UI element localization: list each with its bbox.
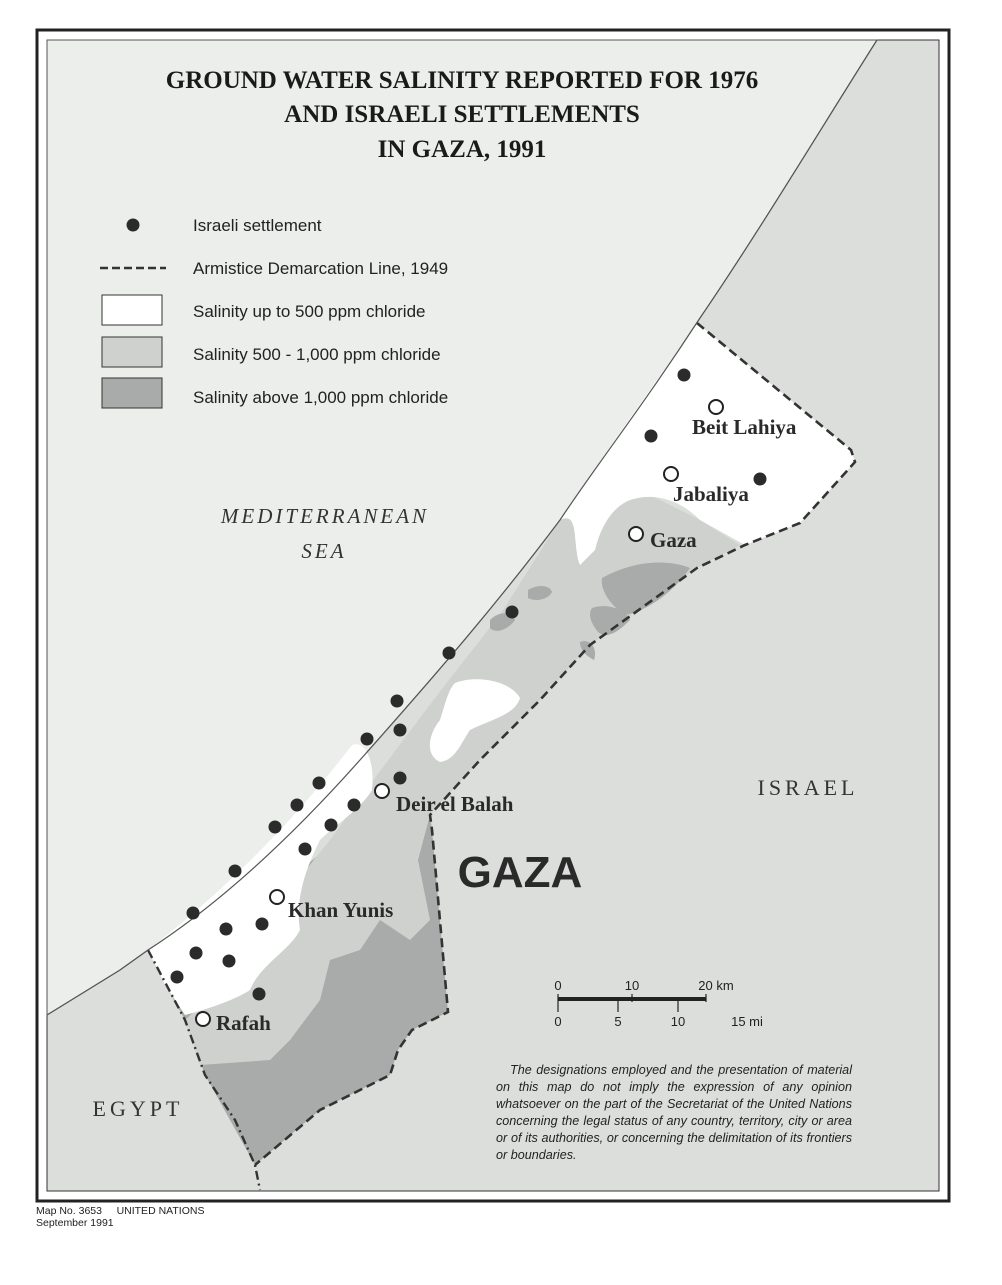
settlement-marker — [220, 923, 233, 936]
town-marker-jabaliya — [664, 467, 678, 481]
gaza-region-label: GAZA — [457, 848, 583, 897]
legend-armistice-label: Armistice Demarcation Line, 1949 — [193, 259, 449, 278]
map-number: Map No. 3653 — [36, 1205, 102, 1217]
town-marker-beit-lahiya — [709, 400, 723, 414]
map-title-line-3: IN GAZA, 1991 — [377, 136, 547, 163]
scale-km-tick-10: 10 — [624, 978, 640, 993]
scale-mi-tick-10: 10 — [670, 1014, 686, 1029]
legend-salinity-mid-swatch — [102, 337, 162, 367]
legend-salinity-mid-label: Salinity 500 - 1,000 ppm chloride — [193, 345, 441, 364]
settlement-marker — [645, 430, 658, 443]
footer — [36, 1205, 204, 1229]
town-marker-khan-yunis — [270, 890, 284, 904]
town-marker-deir-el-balah — [375, 784, 389, 798]
map-title-line-1: GROUND WATER SALINITY REPORTED FOR 1976 — [165, 67, 759, 94]
settlement-marker — [325, 819, 338, 832]
map-date: September 1991 — [36, 1217, 114, 1229]
organization-name: UNITED NATIONS — [116, 1205, 205, 1217]
settlement-marker — [253, 988, 266, 1001]
settlement-marker — [443, 647, 456, 660]
settlement-marker — [391, 695, 404, 708]
settlement-marker — [269, 821, 282, 834]
sea-label-line-2: SEA — [301, 539, 347, 563]
settlement-marker — [187, 907, 200, 920]
scale-km-tick-0: 0 — [554, 978, 562, 993]
settlement-marker — [394, 772, 407, 785]
settlement-marker — [678, 369, 691, 382]
legend-salinity-low-label: Salinity up to 500 ppm chloride — [193, 302, 426, 321]
settlement-marker — [394, 724, 407, 737]
settlement-marker — [754, 473, 767, 486]
legend-salinity-low-swatch — [102, 295, 162, 325]
town-label-jabaliya: Jabaliya — [673, 482, 749, 506]
town-marker-gaza — [629, 527, 643, 541]
egypt-label: EGYPT — [92, 1096, 184, 1121]
settlement-marker — [256, 918, 269, 931]
settlement-marker — [299, 843, 312, 856]
map-title-line-2: AND ISRAELI SETTLEMENTS — [284, 101, 640, 128]
town-marker-rafah — [196, 1012, 210, 1026]
israel-label: ISRAEL — [757, 775, 859, 800]
settlement-marker — [171, 971, 184, 984]
settlement-marker — [291, 799, 304, 812]
scale-mi-tick-5: 5 — [614, 1014, 622, 1029]
town-label-deir-el-balah: Deir el Balah — [396, 792, 514, 816]
settlement-marker — [506, 606, 519, 619]
settlement-marker — [348, 799, 361, 812]
sea-label-line-1: MEDITERRANEAN — [220, 504, 430, 528]
legend-salinity-high-swatch — [102, 378, 162, 408]
legend-salinity-high-label: Salinity above 1,000 ppm chloride — [193, 388, 449, 407]
settlement-marker — [229, 865, 242, 878]
un-disclaimer: The designations employed and the presentation of material on this map do not imply the expression of any opinion whatsoever on the part of the Secretariat of the United Nations concerning the legal status of any country, territory, city or area or of its authorities, or concerning the delimitation of its frontiers or boundaries. — [496, 1063, 852, 1162]
scale-mi-tick-0: 0 — [554, 1014, 562, 1029]
scale-km-tick-20: 20 km — [698, 978, 734, 993]
legend-settlement-label: Israeli settlement — [193, 216, 322, 235]
town-label-khan-yunis: Khan Yunis — [288, 898, 394, 922]
legend-settlement-symbol — [127, 219, 140, 232]
town-label-beit-lahiya: Beit Lahiya — [692, 415, 797, 439]
scale-mi-tick-15: 15 mi — [731, 1014, 763, 1029]
settlement-marker — [190, 947, 203, 960]
settlement-marker — [223, 955, 236, 968]
settlement-marker — [361, 733, 374, 746]
town-label-rafah: Rafah — [216, 1011, 271, 1035]
town-label-gaza: Gaza — [650, 528, 697, 552]
settlement-marker — [313, 777, 326, 790]
